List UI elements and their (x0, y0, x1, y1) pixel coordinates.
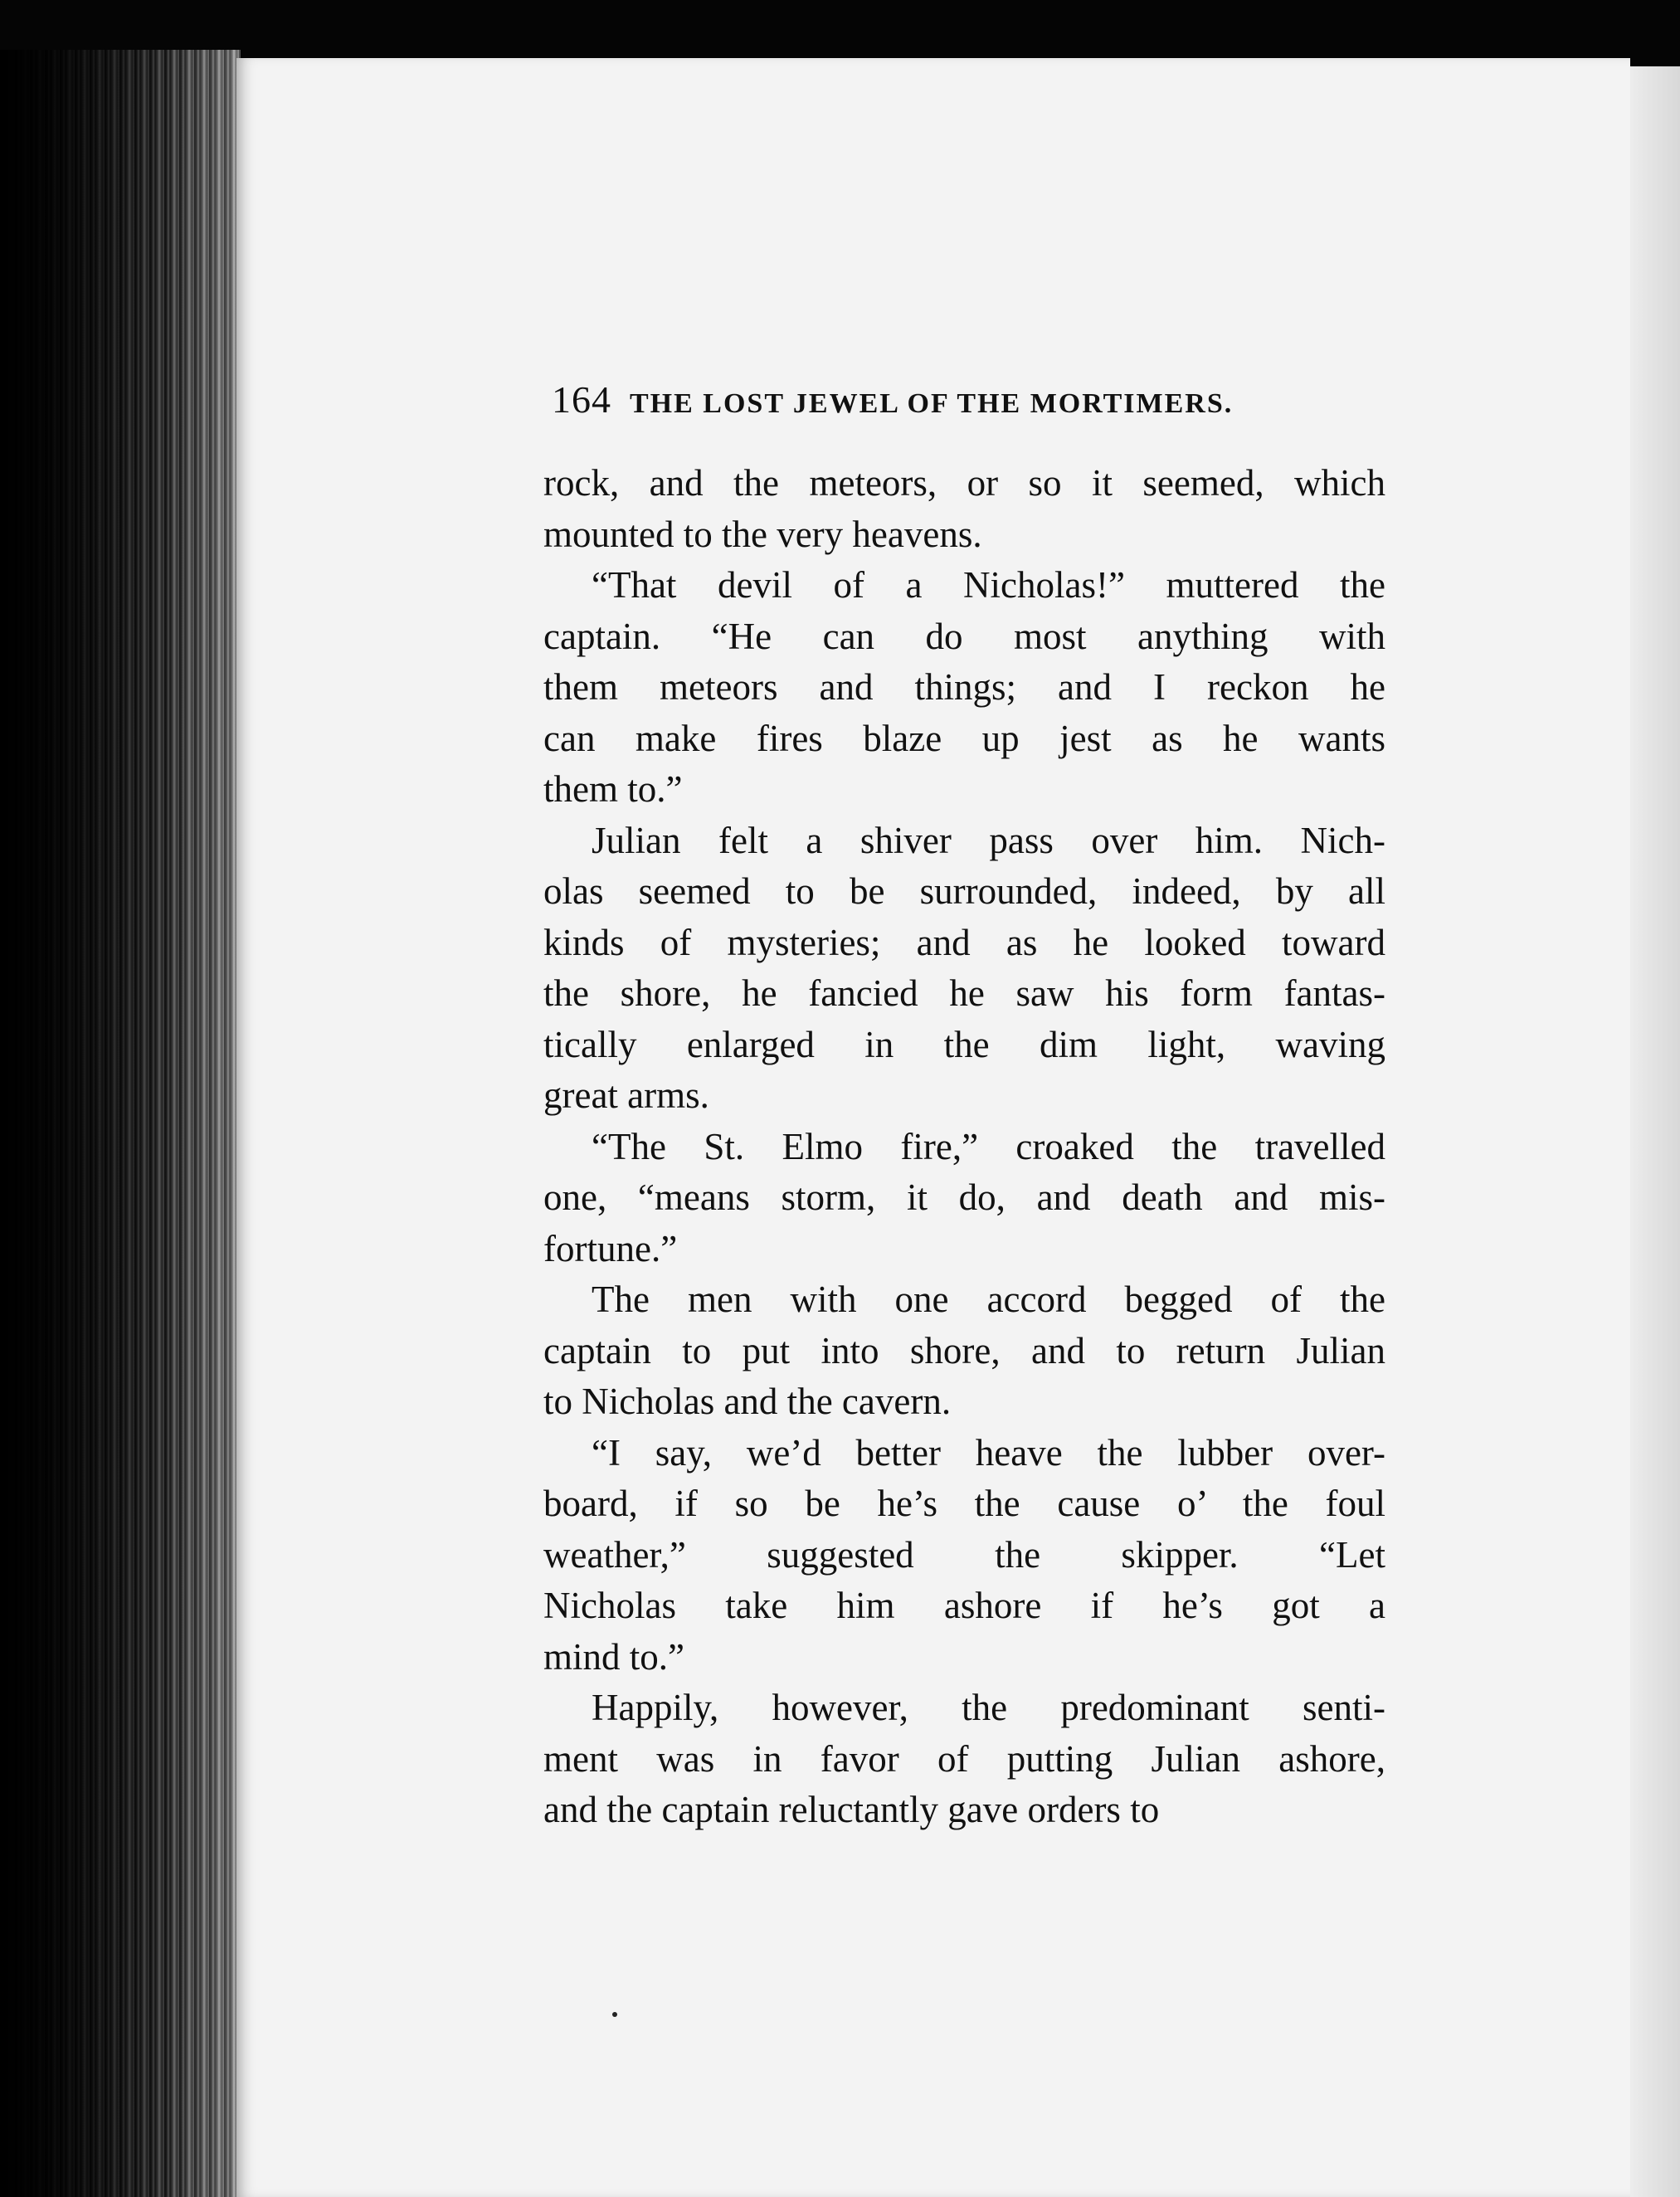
text-line: “That devil of a Nicholas!” muttered the (592, 564, 1385, 606)
text-line: tically enlarged in the dim light, waving (543, 1023, 1385, 1065)
text-line: them to.” (543, 768, 683, 810)
text-line: fortune.” (543, 1227, 678, 1269)
text-line: “The St. Elmo fire,” croaked the travelled (592, 1125, 1385, 1167)
text-line: great arms. (543, 1074, 709, 1116)
page-number: 164 (552, 378, 611, 421)
text-line: weather,” suggested the skipper. “Let (543, 1533, 1385, 1576)
body-text (543, 458, 1385, 1836)
text-line: board, if so be he’s the cause o’ the foul (543, 1483, 1385, 1524)
running-head-title: THE LOST JEWEL OF THE MORTIMERS. (630, 388, 1234, 419)
page-right-edge (1622, 66, 1680, 2197)
text-line: Julian felt a shiver pass over him. Nich- (592, 819, 1385, 861)
scan-border-top (0, 0, 1680, 66)
text-line: and the captain reluctantly gave orders to (543, 1789, 1160, 1830)
text-line: can make fires blaze up jest as he wants (543, 717, 1385, 759)
text-line: olas seemed to be surrounded, indeed, by all (543, 870, 1385, 912)
text-line: captain. “He can do most anything with (543, 615, 1385, 657)
text-line: mounted to the very heavens. (543, 513, 982, 555)
text-line: Happily, however, the predominant senti- (592, 1687, 1385, 1728)
text-line: ment was in favor of putting Julian ashore, (543, 1737, 1385, 1780)
text-line: to Nicholas and the cavern. (543, 1381, 952, 1422)
text-line: mind to.” (543, 1635, 684, 1678)
text-line: captain to put into shore, and to return Julian (543, 1329, 1385, 1371)
text-line: them meteors and things; and I reckon he (543, 666, 1385, 708)
scan-speck (612, 2012, 617, 2017)
text-line: Nicholas take him ashore if he’s got a (543, 1585, 1385, 1626)
text-line: “I say, we’d better heave the lubber over- (592, 1431, 1385, 1474)
text-line: kinds of mysteries; and as he looked toward (543, 921, 1385, 963)
text-line: The men with one accord begged of the (592, 1279, 1385, 1320)
spine-shadow (0, 50, 241, 2197)
running-header (552, 378, 1381, 436)
text-line: the shore, he fancied he saw his form fantas- (543, 972, 1385, 1014)
text-line: one, “means storm, it do, and death and mis- (543, 1176, 1385, 1218)
text-line: rock, and the meteors, or so it seemed, which (543, 462, 1385, 504)
